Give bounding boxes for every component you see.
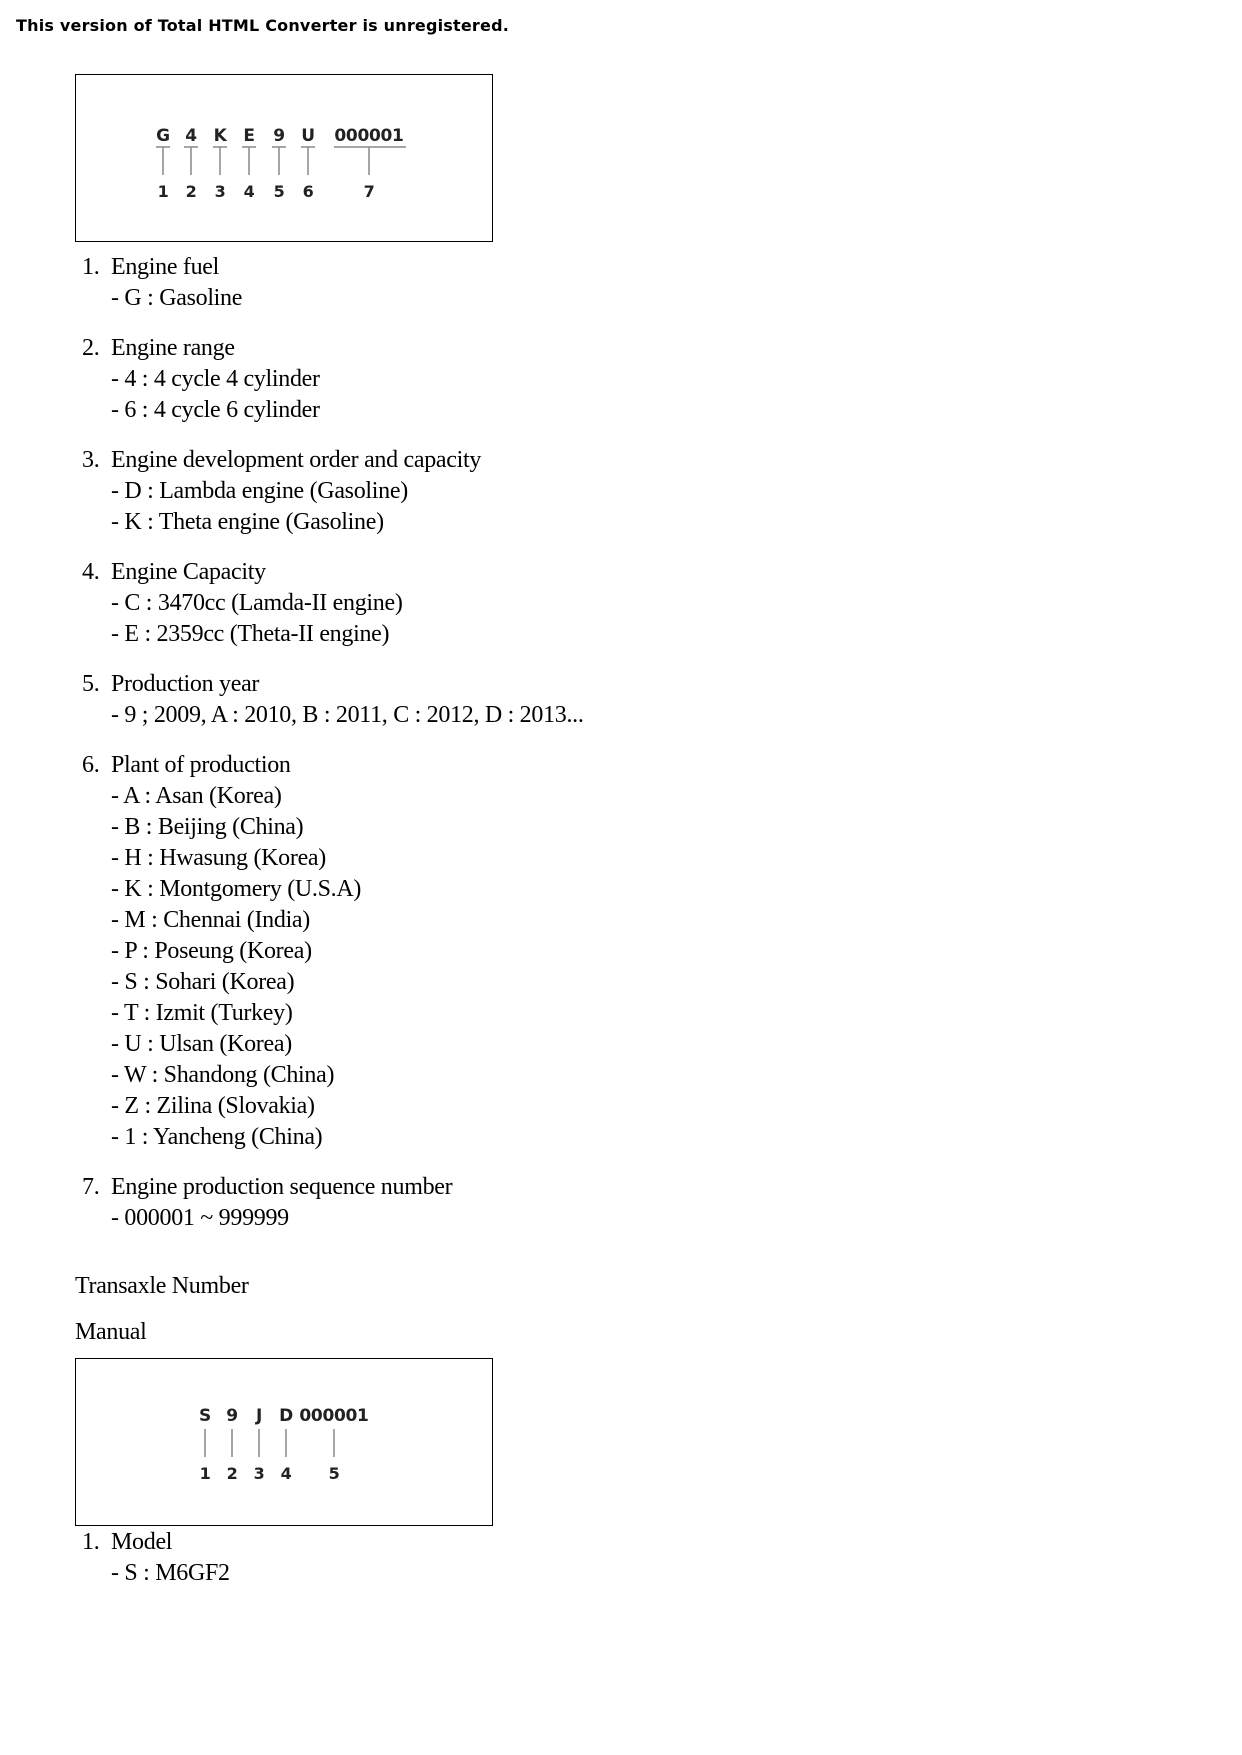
list-item <box>0 1172 1242 1234</box>
item-number: 5. <box>82 671 100 697</box>
list-item <box>0 750 1242 1153</box>
item-title: Plant of production <box>111 752 291 778</box>
list-item <box>0 669 1242 731</box>
item-detail: - G : Gasoline <box>111 285 243 311</box>
transaxle-position-4: 4 <box>280 1464 292 1483</box>
item-title: Engine development order and capacity <box>111 447 482 473</box>
item-number: 6. <box>82 752 100 778</box>
item-detail: - D : Lambda engine (Gasoline) <box>111 478 408 504</box>
transaxle-code-5: 000001 <box>299 1406 369 1426</box>
list-item <box>0 252 1242 314</box>
item-detail: - K : Montgomery (U.S.A) <box>111 876 362 902</box>
transaxle-code-3: J <box>255 1406 263 1426</box>
engine-code-6: U <box>301 126 315 146</box>
transaxle-code-4: D <box>279 1406 293 1426</box>
item-detail: - C : 3470cc (Lamda-II engine) <box>111 590 403 616</box>
engine-position-4: 4 <box>243 182 255 201</box>
item-detail: - 000001 ~ 999999 <box>111 1205 289 1231</box>
engine-code-5: 9 <box>273 126 285 146</box>
engine-code-7: 000001 <box>334 126 404 146</box>
engine-position-5: 5 <box>273 182 285 201</box>
transaxle-position-5: 5 <box>328 1464 340 1483</box>
engine-number-legend <box>0 252 1242 1253</box>
item-detail: - P : Poseung (Korea) <box>111 938 312 964</box>
transaxle-connector-lines <box>205 1429 334 1457</box>
transaxle-position-3: 3 <box>253 1464 265 1483</box>
engine-position-6: 6 <box>302 182 314 201</box>
transaxle-number-diagram <box>76 1359 494 1527</box>
transaxle-number-figure <box>75 1358 493 1526</box>
item-number: 1. <box>82 254 100 280</box>
engine-code-3: K <box>213 126 227 146</box>
item-detail: - B : Beijing (China) <box>111 814 304 840</box>
item-title: Engine range <box>111 335 235 361</box>
list-item <box>0 333 1242 426</box>
item-number: 4. <box>82 559 100 585</box>
item-number: 7. <box>82 1174 100 1200</box>
transaxle-code-1: S <box>199 1406 211 1426</box>
transaxle-code-2: 9 <box>226 1406 238 1426</box>
item-title: Engine fuel <box>111 254 219 280</box>
item-detail: - M : Chennai (India) <box>111 907 310 933</box>
engine-position-1: 1 <box>157 182 169 201</box>
item-title: Model <box>111 1529 173 1555</box>
item-number: 3. <box>82 447 100 473</box>
item-detail: - S : M6GF2 <box>111 1560 230 1586</box>
engine-position-7: 7 <box>363 182 375 201</box>
list-item <box>0 557 1242 650</box>
item-detail: - U : Ulsan (Korea) <box>111 1031 292 1057</box>
item-detail: - A : Asan (Korea) <box>111 783 282 809</box>
transaxle-heading: Transaxle Number <box>75 1273 249 1299</box>
engine-position-2: 2 <box>185 182 197 201</box>
item-number: 2. <box>82 335 100 361</box>
engine-code-2: 4 <box>185 126 197 146</box>
item-detail: - 1 : Yancheng (China) <box>111 1124 323 1150</box>
engine-number-diagram <box>76 75 494 243</box>
item-detail: - Z : Zilina (Slovakia) <box>111 1093 315 1119</box>
engine-code-1: G <box>156 126 170 146</box>
engine-number-figure <box>75 74 493 242</box>
item-detail: - H : Hwasung (Korea) <box>111 845 326 871</box>
item-detail: - T : Izmit (Turkey) <box>111 1000 293 1026</box>
unregistered-banner: This version of Total HTML Converter is unregistered. <box>16 16 510 35</box>
item-detail: - 6 : 4 cycle 6 cylinder <box>111 397 320 423</box>
list-item <box>0 445 1242 538</box>
item-detail: - K : Theta engine (Gasoline) <box>111 509 384 535</box>
item-title: Engine production sequence number <box>111 1174 453 1200</box>
engine-connector-lines <box>156 147 406 175</box>
item-detail: - S : Sohari (Korea) <box>111 969 295 995</box>
engine-code-4: E <box>243 126 255 146</box>
item-title: Engine Capacity <box>111 559 266 585</box>
manual-heading: Manual <box>75 1319 147 1345</box>
engine-position-3: 3 <box>214 182 226 201</box>
transaxle-position-1: 1 <box>199 1464 211 1483</box>
list-item <box>0 1527 1242 1589</box>
item-title: Production year <box>111 671 260 697</box>
item-detail: - 9 ; 2009, A : 2010, B : 2011, C : 2012, D : 2013... <box>111 702 584 728</box>
item-detail: - E : 2359cc (Theta-II engine) <box>111 621 390 647</box>
item-detail: - 4 : 4 cycle 4 cylinder <box>111 366 320 392</box>
transaxle-number-legend <box>0 1527 1242 1608</box>
transaxle-position-2: 2 <box>226 1464 238 1483</box>
item-number: 1. <box>82 1529 100 1555</box>
item-detail: - W : Shandong (China) <box>111 1062 335 1088</box>
